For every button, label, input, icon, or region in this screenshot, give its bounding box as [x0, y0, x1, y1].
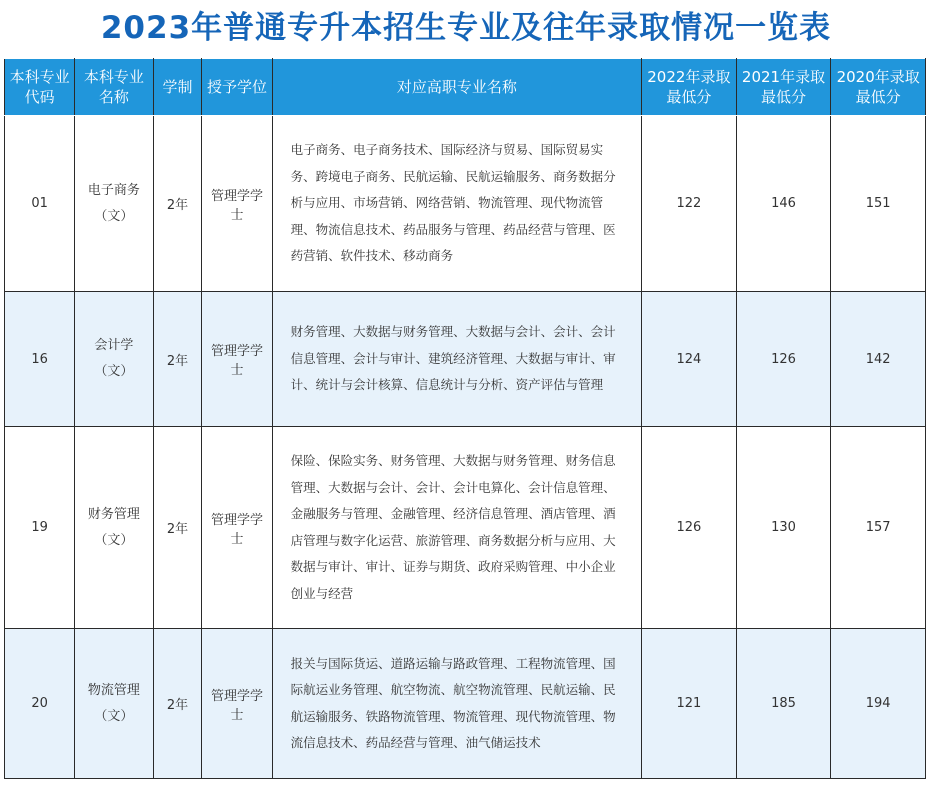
major-name: 会计学 [94, 338, 134, 353]
table-row [5, 427, 926, 629]
cell-2020: 194 [831, 629, 926, 779]
cell-duration: 2年 [153, 116, 202, 292]
table-row [5, 116, 926, 292]
header-2021: 2021年录取最低分 [736, 59, 831, 116]
cell-code: 01 [5, 116, 75, 292]
major-subject: （文） [94, 208, 134, 224]
cell-duration: 2年 [153, 629, 202, 779]
major-name: 物流管理 [87, 682, 140, 698]
cell-name [75, 292, 153, 427]
cell-majors: 保险、保险实务、财务管理、大数据与财务管理、财务信息管理、大数据与会计、会计、会计电算化、会计信息管理、金融服务与管理、金融管理、经济信息管理、酒店管理、酒店管理与数字化运营、旅游管理、商务数据分析与应用、大数据与审计、审计、证券与期货、政府采购管理、中小企业创业与经营 [272, 427, 641, 629]
cell-2020: 142 [831, 292, 926, 427]
header-degree: 授予学位 [202, 59, 272, 116]
major-subject: （文） [94, 708, 134, 724]
cell-2022: 122 [642, 116, 737, 292]
cell-degree: 管理学学士 [202, 292, 272, 427]
cell-2022: 126 [642, 427, 737, 629]
major-subject: （文） [94, 532, 134, 548]
header-2022: 2022年录取最低分 [642, 59, 737, 116]
header-code: 本科专业代码 [5, 59, 75, 116]
major-name: 电子商务 [87, 182, 140, 198]
cell-2020: 151 [831, 116, 926, 292]
table-row [5, 629, 926, 779]
cell-degree: 管理学学士 [202, 116, 272, 292]
cell-2021: 130 [736, 427, 831, 629]
major-subject: （文） [94, 364, 134, 379]
cell-duration: 2年 [153, 292, 202, 427]
major-name: 财务管理 [87, 506, 140, 522]
cell-degree: 管理学学士 [202, 629, 272, 779]
cell-code: 16 [5, 292, 75, 427]
cell-2022: 124 [642, 292, 737, 427]
cell-2021: 126 [736, 292, 831, 427]
admission-table [4, 58, 926, 779]
table-row [5, 292, 926, 427]
header-duration: 学制 [153, 59, 202, 116]
cell-code: 19 [5, 427, 75, 629]
cell-majors: 报关与国际货运、道路运输与路政管理、工程物流管理、国际航运业务管理、航空物流、航空物流管理、民航运输、民航运输服务、铁路物流管理、物流管理、现代物流管理、物流信息技术、药品经营与管理、油气储运技术 [272, 629, 641, 779]
header-row [5, 59, 926, 116]
cell-majors: 财务管理、大数据与财务管理、大数据与会计、会计、会计信息管理、会计与审计、建筑经济管理、大数据与审计、审计、统计与会计核算、信息统计与分析、资产评估与管理 [272, 292, 641, 427]
header-majors: 对应高职专业名称 [272, 59, 641, 116]
cell-2021: 185 [736, 629, 831, 779]
cell-duration: 2年 [153, 427, 202, 629]
cell-name [75, 116, 153, 292]
page-title: 2023年普通专升本招生专业及往年录取情况一览表 [100, 10, 832, 46]
cell-name [75, 629, 153, 779]
cell-name [75, 427, 153, 629]
cell-degree: 管理学学士 [202, 427, 272, 629]
cell-majors: 电子商务、电子商务技术、国际经济与贸易、国际贸易实务、跨境电子商务、民航运输、民航运输服务、商务数据分析与应用、市场营销、网络营销、物流管理、现代物流管理、物流信息技术、药品服务与管理、药品经营与管理、医药营销、软件技术、移动商务 [272, 116, 641, 292]
header-name: 本科专业名称 [75, 59, 153, 116]
cell-2022: 121 [642, 629, 737, 779]
cell-2021: 146 [736, 116, 831, 292]
cell-2020: 157 [831, 427, 926, 629]
cell-code: 20 [5, 629, 75, 779]
header-2020: 2020年录取最低分 [831, 59, 926, 116]
